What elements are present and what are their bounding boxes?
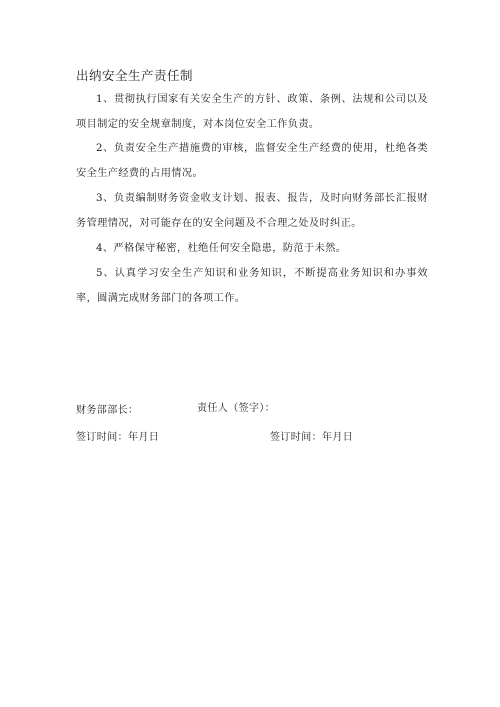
dept-head-signature-label: 财务部部长： — [76, 405, 139, 416]
clause-5: 5、认真学习安全生产知识和业务知识，不断提高业务知识和办事效率，圆满完成财务部门的各项工作。 — [76, 268, 428, 304]
clause-4: 4、严格保守秘密，杜绝任何安全隐患，防范于未然。 — [96, 243, 347, 254]
sign-time-right: 签订时间：年月日 — [270, 432, 354, 443]
sign-time-left: 签订时间：年月日 — [76, 432, 160, 443]
responsible-person-signature-label: 责任人（签字）： — [197, 403, 276, 414]
clause-2: 2、负责安全生产措施费的审核，监督安全生产经费的使用，杜绝各类安全生产经费的占用情况。 — [76, 143, 428, 179]
clause-1: 1、贯彻执行国家有关安全生产的方针、政策、条例、法规和公司以及项目制定的安全规章制度，对本岗位安全工作负责。 — [76, 94, 428, 130]
document-title: 出纳安全生产责任制 — [76, 68, 194, 83]
clause-3: 3、负责编制财务资金收支计划、报表、报告，及时向财务部长汇报财务管理情况，对可能存在的安全问题及不合理之处及时纠正。 — [76, 193, 428, 229]
